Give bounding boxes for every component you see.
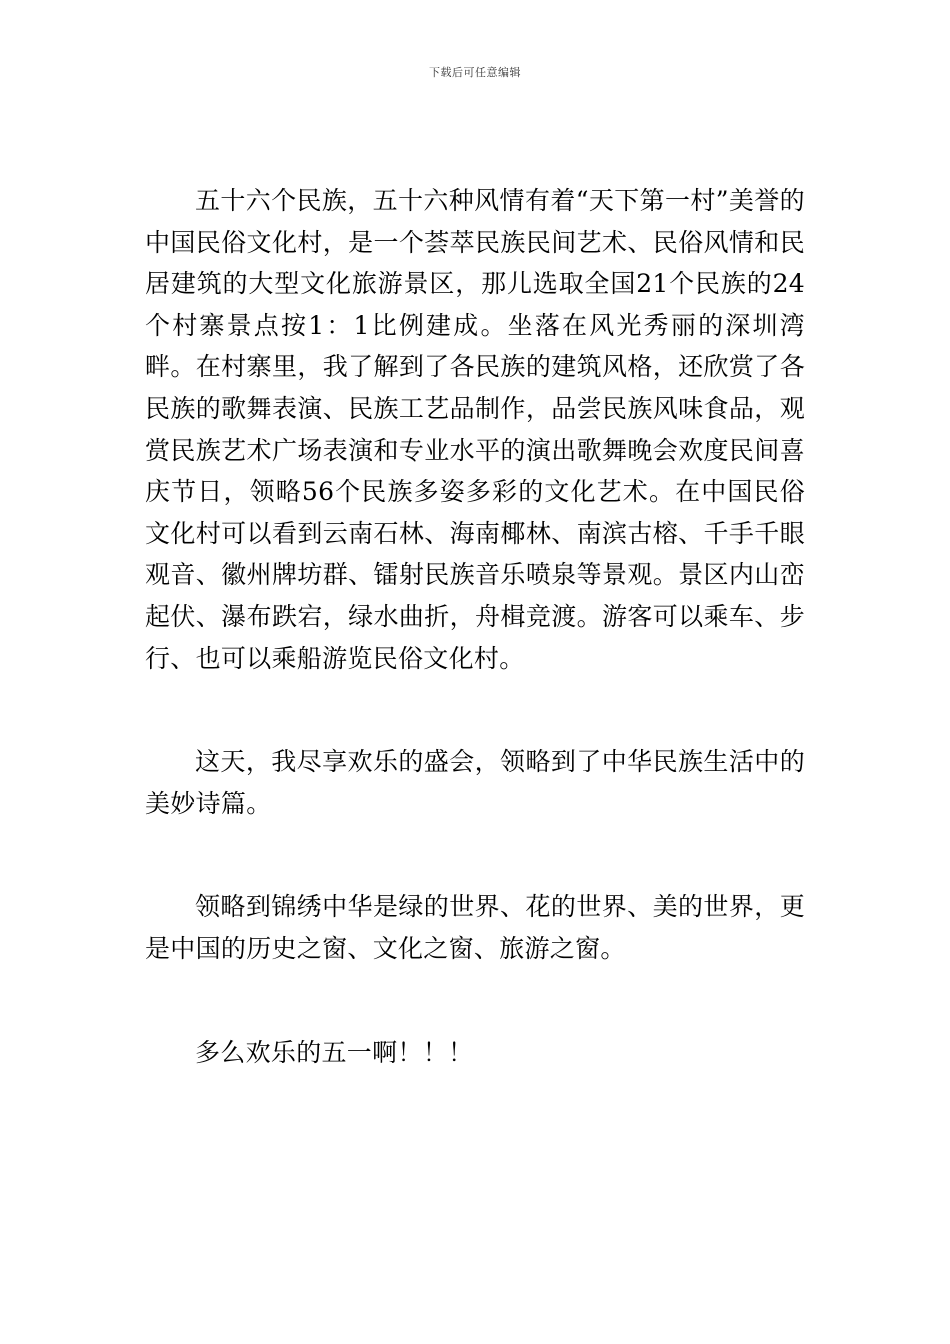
paragraph-joyful-event: 这天，我尽享欢乐的盛会，领略到了中华民族生活中的美妙诗篇。: [145, 747, 805, 818]
paragraph-spacer: [145, 824, 805, 886]
paragraph-spacer: [145, 679, 805, 741]
paragraph-spacer: [145, 970, 805, 1032]
paragraph-closing: 多么欢乐的五一啊！！！: [195, 1037, 474, 1067]
paragraph-splendid-china: 领略到锦绣中华是绿的世界、花的世界、美的世界，更是中国的历史之窗、文化之窗、旅游之窗。: [145, 892, 805, 963]
paragraph-folk-village: 五十六个民族，五十六种风情有着“天下第一村”美誉的中国民俗文化村，是一个荟萃民族民间艺术、民俗风情和民居建筑的大型文化旅游景区，那儿选取全国21个民族的24个村寨景点按1：1比例建成。坐落在风光秀丽的深圳湾畔。在村寨里，我了解到了各民族的建筑风格，还欣赏了各民族的歌舞表演、民族工艺品制作，品尝民族风味食品，观赏民族艺术广场表演和专业水平的演出歌舞晚会欢度民间喜庆节日，领略56个民族多姿多彩的文化艺术。在中国民俗文化村可以看到云南石林、海南椰林、南滨古榕、千手千眼观音、徽州牌坊群、镭射民族音乐喷泉等景观。景区内山峦起伏、瀑布跌宕，绿水曲折，舟楫竞渡。游客可以乘车、步行、也可以乘船游览民俗文化村。: [145, 186, 805, 673]
header-note: 下载后可任意编辑: [429, 66, 521, 79]
document-body: [145, 180, 805, 1073]
